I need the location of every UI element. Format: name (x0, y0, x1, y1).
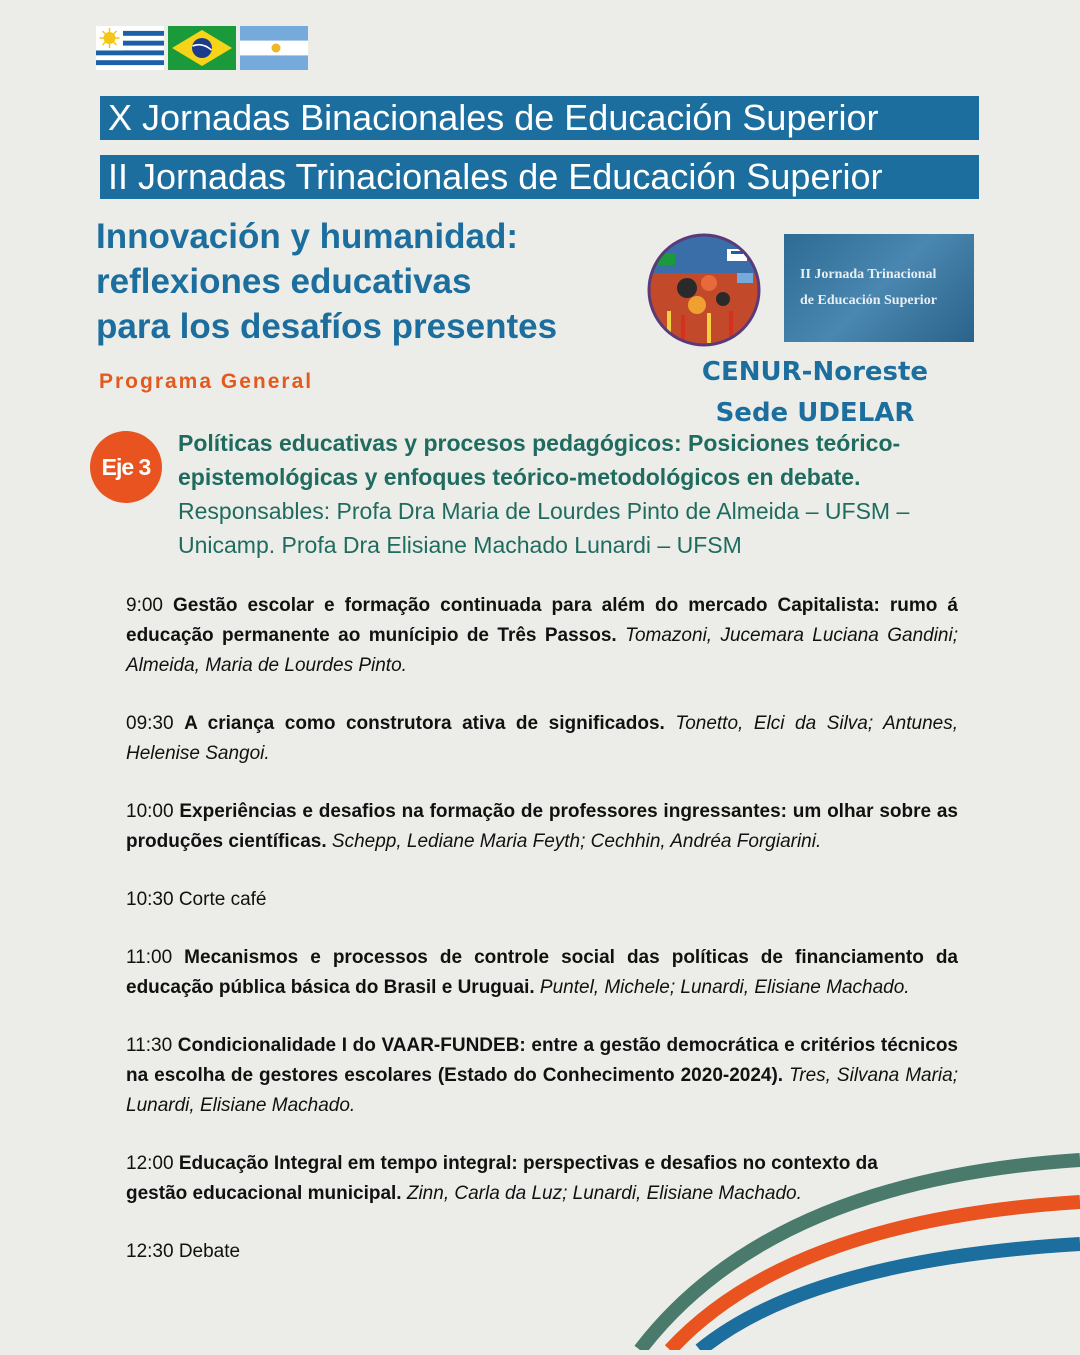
venue-line: CENUR-Noreste (701, 357, 929, 387)
program-label: Programa General (99, 370, 314, 393)
session-title: Gestão escolar e formação continuada para além do mercado Capitalista: rumo á educação permanente ao munícipio de Três Passos. (126, 595, 958, 646)
title-bar-binacionales: X Jornadas Binacionales de Educación Superior (100, 96, 979, 140)
title-bar-trinacionales: II Jornadas Trinacionales de Educación Superior (100, 155, 979, 199)
headline (96, 214, 636, 349)
flags-row (96, 26, 308, 70)
brazil-flag (168, 26, 236, 70)
session-break: Corte café (178, 889, 267, 910)
eje-responsables: Responsables: Profa Dra Maria de Lourdes Pinto de Almeida – UFSM – Unicamp. Profa Dra Elisiane Machado Lunardi – UFSM (178, 498, 910, 558)
session-time: 11:30 (126, 1035, 173, 1056)
session-title: Mecanismos e processos de controle social das políticas de financiamento da educação pública básica do Brasil e Uruguai. (126, 947, 958, 998)
session-item (126, 709, 958, 769)
event-round-logo (647, 233, 761, 347)
eje-badge: Eje 3 (90, 431, 162, 503)
session-title: Experiências e desafios na formação de professores ingressantes: um olhar sobre as produções científicas. (126, 801, 958, 852)
session-title: Educação Integral em tempo integral: perspectivas e desafios no contexto da gestão educacional municipal. (126, 1153, 878, 1204)
logo-line: II Jornada Trinacional (800, 267, 937, 282)
decorative-arcs (620, 1140, 1080, 1350)
headline-line: para los desafíos presentes (96, 307, 558, 346)
session-title: A criança como construtora ativa de significados. (184, 713, 665, 734)
session-item (126, 885, 958, 915)
session-item (126, 1031, 958, 1121)
session-time: 11:00 (126, 947, 173, 968)
session-authors: Zinn, Carla da Luz; Lunardi, Elisiane Machado. (406, 1183, 802, 1204)
venue-line: Sede UDELAR (715, 398, 915, 428)
logo-line: de Educación Superior (800, 293, 937, 308)
argentina-flag (240, 26, 308, 70)
session-time: 12:00 (126, 1153, 174, 1174)
session-item (126, 797, 958, 857)
session-break: Debate (178, 1241, 241, 1262)
headline-line: Innovación y humanidad: (96, 217, 518, 256)
session-time: 09:30 (126, 713, 174, 734)
headline-line: reflexiones educativas (96, 262, 472, 301)
uruguay-flag (96, 26, 164, 70)
session-item (126, 591, 958, 681)
session-item (126, 943, 958, 1003)
session-authors: Tres, Silvana Maria; Lunardi, Elisiane Machado. (126, 1065, 959, 1116)
trinacional-logo (784, 234, 974, 342)
session-authors: Schepp, Lediane Maria Feyth; Cechhin, Andréa Forgiarini. (331, 831, 822, 852)
session-authors: Tonetto, Elci da Silva; Antunes, Helenise Sangoi. (126, 713, 958, 764)
session-time: 10:00 (126, 801, 174, 822)
session-time: 9:00 (126, 595, 163, 616)
session-authors: Puntel, Michele; Lunardi, Elisiane Machado. (539, 977, 910, 998)
session-title: Condicionalidade I do VAAR-FUNDEB: entre a gestão democrática e critérios técnicos na escolha de gestores escolares (Estado do Conhecimento 2020-2024). (126, 1035, 958, 1086)
session-time: 12:30 (126, 1241, 174, 1262)
eje-title: Políticas educativas y procesos pedagógicos: Posiciones teórico-epistemológicas y enfoques teórico-metodológicos en debate. (178, 430, 901, 490)
eje-description (178, 426, 968, 562)
session-authors: Tomazoni, Jucemara Luciana Gandini; Almeida, Maria de Lourdes Pinto. (126, 625, 958, 676)
session-time: 10:30 (126, 889, 174, 910)
venue (690, 352, 940, 434)
